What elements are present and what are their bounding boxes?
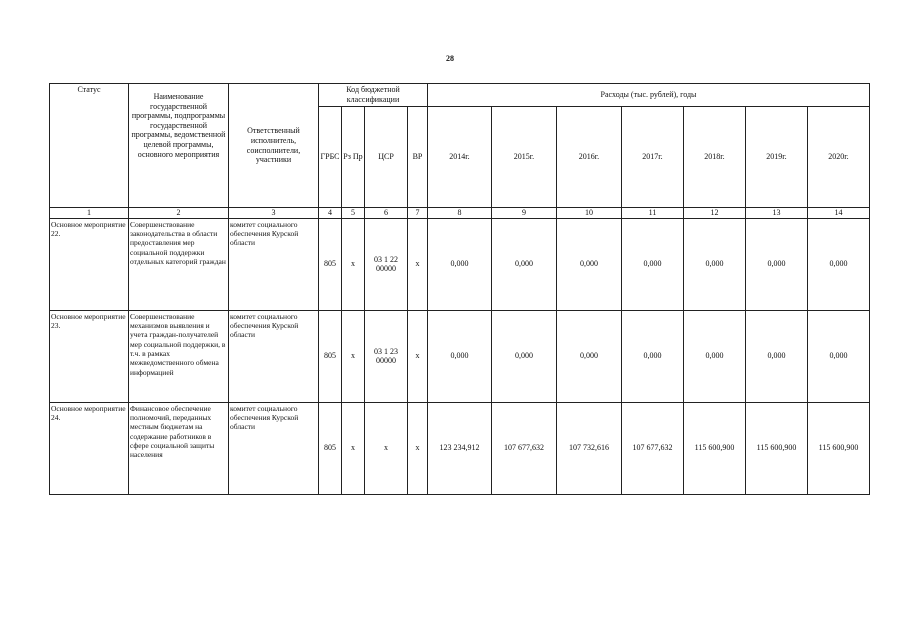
column-number: 11 [622,208,684,219]
row-value: 115 600,900 [808,402,870,494]
row-value: 107 677,632 [492,402,557,494]
header-name: Наименование государственной программы, подпрограммы государственной программы, ведомственной целевой программы, основного мероприятия [129,84,229,208]
column-number: 5 [342,208,365,219]
row-responsible: комитет социального обеспечения Курской области [229,218,319,310]
column-number: 7 [408,208,428,219]
header-csr: ЦСР [365,107,408,208]
budget-table [49,83,870,495]
row-value: 0,000 [557,310,622,402]
row-value: 115 600,900 [684,402,746,494]
column-number: 9 [492,208,557,219]
table-row [50,218,870,310]
header-expenses: Расходы (тыс. рублей), годы [428,84,870,107]
row-value: 107 677,632 [622,402,684,494]
column-number: 2 [129,208,229,219]
row-responsible: комитет социального обеспечения Курской области [229,310,319,402]
row-value: 0,000 [428,218,492,310]
column-number: 14 [808,208,870,219]
column-numbers-row [50,208,870,219]
row-responsible: комитет социального обеспечения Курской области [229,402,319,494]
row-value: 0,000 [684,310,746,402]
row-value: 0,000 [746,218,808,310]
header-year: 2016г. [557,107,622,208]
header-budget-code: Код бюджетной классификации [319,84,428,107]
column-number: 4 [319,208,342,219]
row-value: 0,000 [622,310,684,402]
row-status: Основное мероприятие 24. [50,402,129,494]
header-responsible: Ответственный исполнитель, соисполнители, участники [229,84,319,208]
header-year: 2018г. [684,107,746,208]
row-csr: 03 1 22 00000 [365,218,408,310]
row-value: 115 600,900 [746,402,808,494]
row-name: Совершенствование механизмов выявления и учета граждан-получателей мер социальной поддержки, в т.ч. в рамках межведомственного обмена информацией [129,310,229,402]
header-year: 2017г. [622,107,684,208]
column-number: 1 [50,208,129,219]
row-value: 0,000 [746,310,808,402]
row-vr: х [408,402,428,494]
row-value: 0,000 [492,218,557,310]
page-number: 28 [446,54,454,63]
row-value: 0,000 [557,218,622,310]
header-status: Статус [50,84,129,208]
header-year: 2020г. [808,107,870,208]
table-row [50,402,870,494]
row-value: 0,000 [622,218,684,310]
row-vr: х [408,218,428,310]
row-status: Основное мероприятие 23. [50,310,129,402]
header-grbs: ГРБС [319,107,342,208]
header-year: 2015г. [492,107,557,208]
row-value: 0,000 [808,310,870,402]
column-number: 3 [229,208,319,219]
header-year: 2019г. [746,107,808,208]
row-value: 0,000 [808,218,870,310]
row-value: 0,000 [684,218,746,310]
row-rzpr: х [342,310,365,402]
column-number: 10 [557,208,622,219]
row-value: 0,000 [428,310,492,402]
row-grbs: 805 [319,402,342,494]
row-grbs: 805 [319,310,342,402]
column-number: 8 [428,208,492,219]
row-rzpr: х [342,402,365,494]
header-rzpr: Рз Пр [342,107,365,208]
row-name: Финансовое обеспечение полномочий, переданных местным бюджетам на содержание работников в сфере социальной защиты населения [129,402,229,494]
row-csr: х [365,402,408,494]
column-number: 13 [746,208,808,219]
row-vr: х [408,310,428,402]
column-number: 12 [684,208,746,219]
row-csr: 03 1 23 00000 [365,310,408,402]
row-rzpr: х [342,218,365,310]
table-row [50,310,870,402]
row-name: Совершенствование законодательства в области предоставления мер социальной поддержки отдельных категорий граждан [129,218,229,310]
header-vr: ВР [408,107,428,208]
row-value: 123 234,912 [428,402,492,494]
row-value: 0,000 [492,310,557,402]
row-status: Основное мероприятие 22. [50,218,129,310]
row-value: 107 732,616 [557,402,622,494]
row-grbs: 805 [319,218,342,310]
header-year: 2014г. [428,107,492,208]
column-number: 6 [365,208,408,219]
